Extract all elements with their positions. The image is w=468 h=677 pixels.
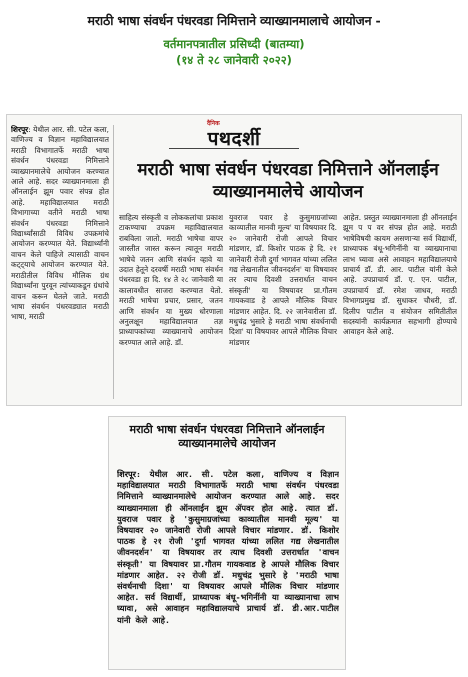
- clipping1-headline: मराठी भाषा संवर्धन पंधरवडा निमित्ताने ऑनलाईन व्याख्यानमालेचे आयोजन: [137, 160, 439, 202]
- clipping1-dateline: शिरपूर: [11, 125, 29, 134]
- masthead-small-label: दैनिक: [207, 120, 220, 127]
- clipping1-column-2: साहित्य संस्कृती व लोककलांचा प्रकाश टाकण्याचा उपक्रम महाविद्यालयात राबविला जातो. मराठी भाषेचा वापर जास्तीत जास्त करून त्यातून मराठी भाषेचे जतन आणि संवर्धन व्हावे या उदात हेतूने दरवर्षी मराठी भाषा संवर्धन पंधरवडा हा दि. १४ ते २८ जानेवारी या कालावधीत साजरा करण्यात येतो. मराठी भाषेचा प्रचार, प्रसार, जतन आणि संवर्धन या मुख्य धोरणाला अनुलक्षून महाविद्यालयात तज्ञ प्राध्यापकांच्या व्याख्यानाचे आयोजन करण्यात आले आहे. डॉ.: [119, 213, 223, 347]
- clipping2-text: : येथील आर. सी. पटेल कला, वाणिज्य व विज्ञान महाविद्यालयात मराठी विभागातर्फे मराठी भाषा संवर्धन पंधरवडा निमित्ताने व्याख्यानमालेचे आयोजन करण्यात आले आहे. सदर व्याख्यानमाला ही ऑनलाईन झूम ॲपवर होत आहे. त्यात डॉ. युवराज पवार हे 'कुसुमाग्रजांच्या काव्यातील मानवी मूल्य' या विषयावर २० जानेवारी रोजी आपले विचार मांडणार. डॉ. किशोर पाठक हे २१ रोजी 'दुर्गा भागवत यांच्या ललित गद्य लेखनातील जीवनदर्शन' या विषयावर तर त्याच दिवशी उत्तरार्धात 'वाचन संस्कृती' या विषयावर प्रा.गौतम गायकवाड हे आपले मौलिक विचार मांडणार आहेत. २२ रोजी डॉ. मधुचंद्र भुसारे हे 'मराठी भाषा संवर्धनाची दिशा' या विषयावर आपले मौलिक विचार मांडणार आहेत. सर्व विद्यार्थी, प्राध्यापक बंधू-भगिनींनी या व्याख्यानाचा लाभ घ्यावा, असे आवाहन महाविद्यालयाचे प्राचार्य डॉ. डी.आर.पाटील यांनी केले आहे.: [117, 469, 339, 625]
- clipping1-column-3: युवराज पवार हे कुसुमाग्रजांच्या काव्यातील मानवी मूल्य' या विषयावर दि. २० जानेवारी रोजी आपले विचार मांडणार, डॉ. किशोर पाठक हे दि. २१ जानेवारी रोजी दुर्गा भागवत यांच्या ललित गद्य लेखनातील जीवनदर्शन' या विषयावर तर त्याच दिवशी उत्तरार्धात वाचन संस्कृती' या विषयावर प्रा.गौतम गायकवाड हे आपले मौलिक विचार मांडणार आहेत. दि. २२ जानेवारीला डॉ. मधुचंद्र भुसारे हे मराठी भाषा संवर्धनाची दिशा' या विषयावर आपले मौलिक विचार मांडणार: [229, 213, 337, 347]
- newspaper-clipping-2: [108, 416, 346, 670]
- newspaper-masthead: [169, 119, 299, 149]
- page-subtitle: वर्तमानपत्रातील प्रसिध्दी (बातम्या): [163, 37, 305, 51]
- page-header: [0, 0, 468, 68]
- clipping2-body: [117, 469, 339, 665]
- clipping1-col1-text: : येथील आर. सी. पटेल कला, वाणिज्य व विज्ञान महाविद्यालयात मराठी विभागातर्फे मराठी भाषा संवर्धन पंधरवडा निमित्ताने व्याख्यानमालेचे आयोजन करण्यात आले आहे. सदर व्याख्यानमाला ही ऑनलाईन झूम पवार संपन्न होत आहे. महाविद्यालयात मराठी विभागाच्या वतीने मराठी भाषा संवर्धन पंधरवडा निमित्ताने विद्यार्थ्यांसाठी विविध उपक्रमांचे आयोजन करण्यात येते. विद्यार्थ्यांनी वाचन केले पाहिजे त्यासाठी वाचन कट्ट्याचे आयोजन करण्यात येते. मराठीतील विविध मौलिक ग्रंथ विद्यार्थ्यांना पुरवून त्यांच्याकडून ग्रंथांचे वाचन करून घेतले जाते. मराठी भाषा संवर्धन पंधरवड्यात मराठी भाषा, मराठी: [11, 125, 109, 322]
- page-dates: (१४ ते २८ जानेवारी २०२२): [176, 53, 292, 67]
- newspaper-clipping-pathdarshi: [6, 114, 462, 406]
- clipping1-column-4: आहेत. प्रस्तुत व्याख्यानमाला ही ऑनलाईन झूम प प वर संपन्न होत आहे. मराठी भाषेविषयी कायम असणाऱ्या सर्व विद्यार्थी, प्राध्यापक बंधू-भगिनींनी या व्याख्यानाचा लाभ घ्यावा असे आवाहन महाविद्यालयाचे प्राचार्य डॉ. डी. आर. पाटील यांनी केले आहे. उपप्राचार्य डॉ. ए. एन. पाटील, उपप्राचार्य डॉ. रमेश जाधव, मराठी विभागप्रमुख डॉ. सुधाकर चौधरी, डॉ. दिलीप पाटील व संयोजन समितीतील सदस्यांनी कार्यक्रमात सहभागी होण्याचे आवाहन केले आहे.: [343, 213, 457, 337]
- clipping2-headline: मराठी भाषा संवर्धन पंधरवडा निमित्ताने ऑनलाईन व्याख्यानमालेचे आयोजन: [129, 423, 325, 450]
- clipping2-dateline: शिरपूर: [117, 469, 137, 479]
- page-title: मराठी भाषा संवर्धन पंधरवडा निमित्ताने व्याख्यानमालाचे आयोजन -: [87, 13, 381, 28]
- masthead-name: पथदर्शी: [207, 128, 261, 150]
- column-divider: [113, 125, 114, 399]
- clipping1-column-1: [11, 125, 109, 399]
